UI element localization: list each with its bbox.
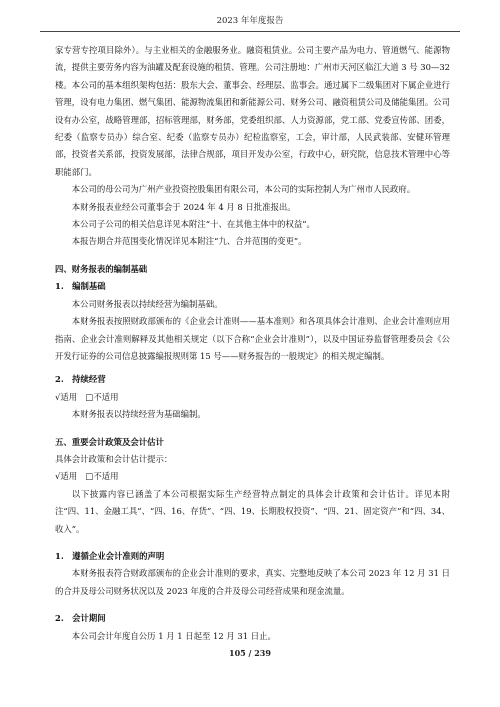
subsidiary-note-paragraph: 本公司子公司的相关信息详见本附注“十、在其他主体中的权益”。 <box>71 219 315 230</box>
spacer <box>55 538 450 548</box>
spacer <box>55 251 450 261</box>
section-5-2-heading: 2. 会计期间 <box>55 613 106 624</box>
section-5-2-paragraph: 本公司会计年度自公历 1 月 1 日起至 12 月 31 日止。 <box>71 630 276 641</box>
approval-paragraph: 本财务报表业经公司董事会于 2024 年 4 月 8 日批准报出。 <box>71 201 296 212</box>
section-5-1-paragraph: 本财务报表符合财政部颁布的企业会计准则的要求，真实、完整地反映了本公司 2023 年 12 月 31 日的合并及母公司财务状况以及 2023 年度的合并及母公司经营成果和现金流量。 <box>55 568 450 596</box>
spacer <box>55 600 450 610</box>
section-4-2-heading: 2. 持续经营 <box>55 374 106 385</box>
section-4-1-heading: 1. 编制基础 <box>55 281 106 292</box>
section-4-1-paragraph-2: 本财务报表按照财政部颁布的《企业会计准则——基本准则》和各项具体会计准则、企业会计准则应用指南、企业会计准则解释及其他相关规定（以下合称“企业会计准则”），以及中国证券监督管理委员会《公开发行证券的公司信息披露编报规则第 15 号——财务报告的一般规定》的相关规定编制。 <box>55 316 450 361</box>
section-5-paragraph: 以下披露内容已涵盖了本公司根据实际生产经营特点制定的具体会计政策和会计估计。详见本附注“四、11、金融工具”、“四、16、存货”、“四、19、长期股权投资”、“四、21、固定资产”和“四、34、收入”。 <box>55 488 450 534</box>
section-5-applicability: √适用 □不适用 <box>55 471 119 482</box>
section-4-2-paragraph: 本财务报表以持续经营为基础编制。 <box>71 409 206 420</box>
section-4-2-applicability: √适用 □不适用 <box>55 391 119 402</box>
scope-change-paragraph: 本报告期合并范围变化情况详见本附注“九、合并范围的变更”。 <box>71 236 307 247</box>
section-4-1-paragraph-1: 本公司财务报表以持续经营为编制基础。 <box>71 298 223 309</box>
page-header: 2023 年年度报告 <box>216 16 284 26</box>
parent-company-paragraph: 本公司的母公司为广州产业投资控股集团有限公司，本公司的实际控制人为广州市人民政府。 <box>71 184 416 195</box>
header-divider <box>40 31 460 32</box>
page-content <box>55 42 450 645</box>
spacer <box>55 424 450 434</box>
section-5-heading: 五、重要会计政策及会计估计 <box>55 436 164 447</box>
company-profile-paragraph: 家专营专控项目除外）。与主业相关的金融服务业。融资租赁业。公司主要产品为电力、管道燃气、能源物流，提供主要劳务内容为油罐及配套设施的租赁、管理。公司注册地：广州市天河区临江大道 3 号 30—32 楼。本公司的基本组织架构包括：股东大会、董事会、经理层、监事会。通过属下二级集团对下属企业进行管理，设有电力集团、燃气集团、能源物流集团和新能源公司、财务公司、融资租赁公司及储能集团。公司设有办公室，战略管理部，招标管理部，财务部，党委组织部、人力资源部，党工部、党委宣传部、团委，纪委（监察专员办）综合室、纪委（监察专员办）纪检监察室，工会，审计部，人民武装部、安健环管理部，投资者关系部，投资发展部，法律合规部，项目开发办公室，行政中心，研究院，信息技术管理中心等职能部门。 <box>55 45 450 177</box>
page-number: 105 / 239 <box>229 648 271 658</box>
section-5-1-heading: 1. 遵循企业会计准则的声明 <box>55 550 165 561</box>
section-4-heading: 四、财务报表的编制基础 <box>55 263 148 274</box>
section-5-intro: 具体会计政策和会计估计提示： <box>55 453 173 464</box>
